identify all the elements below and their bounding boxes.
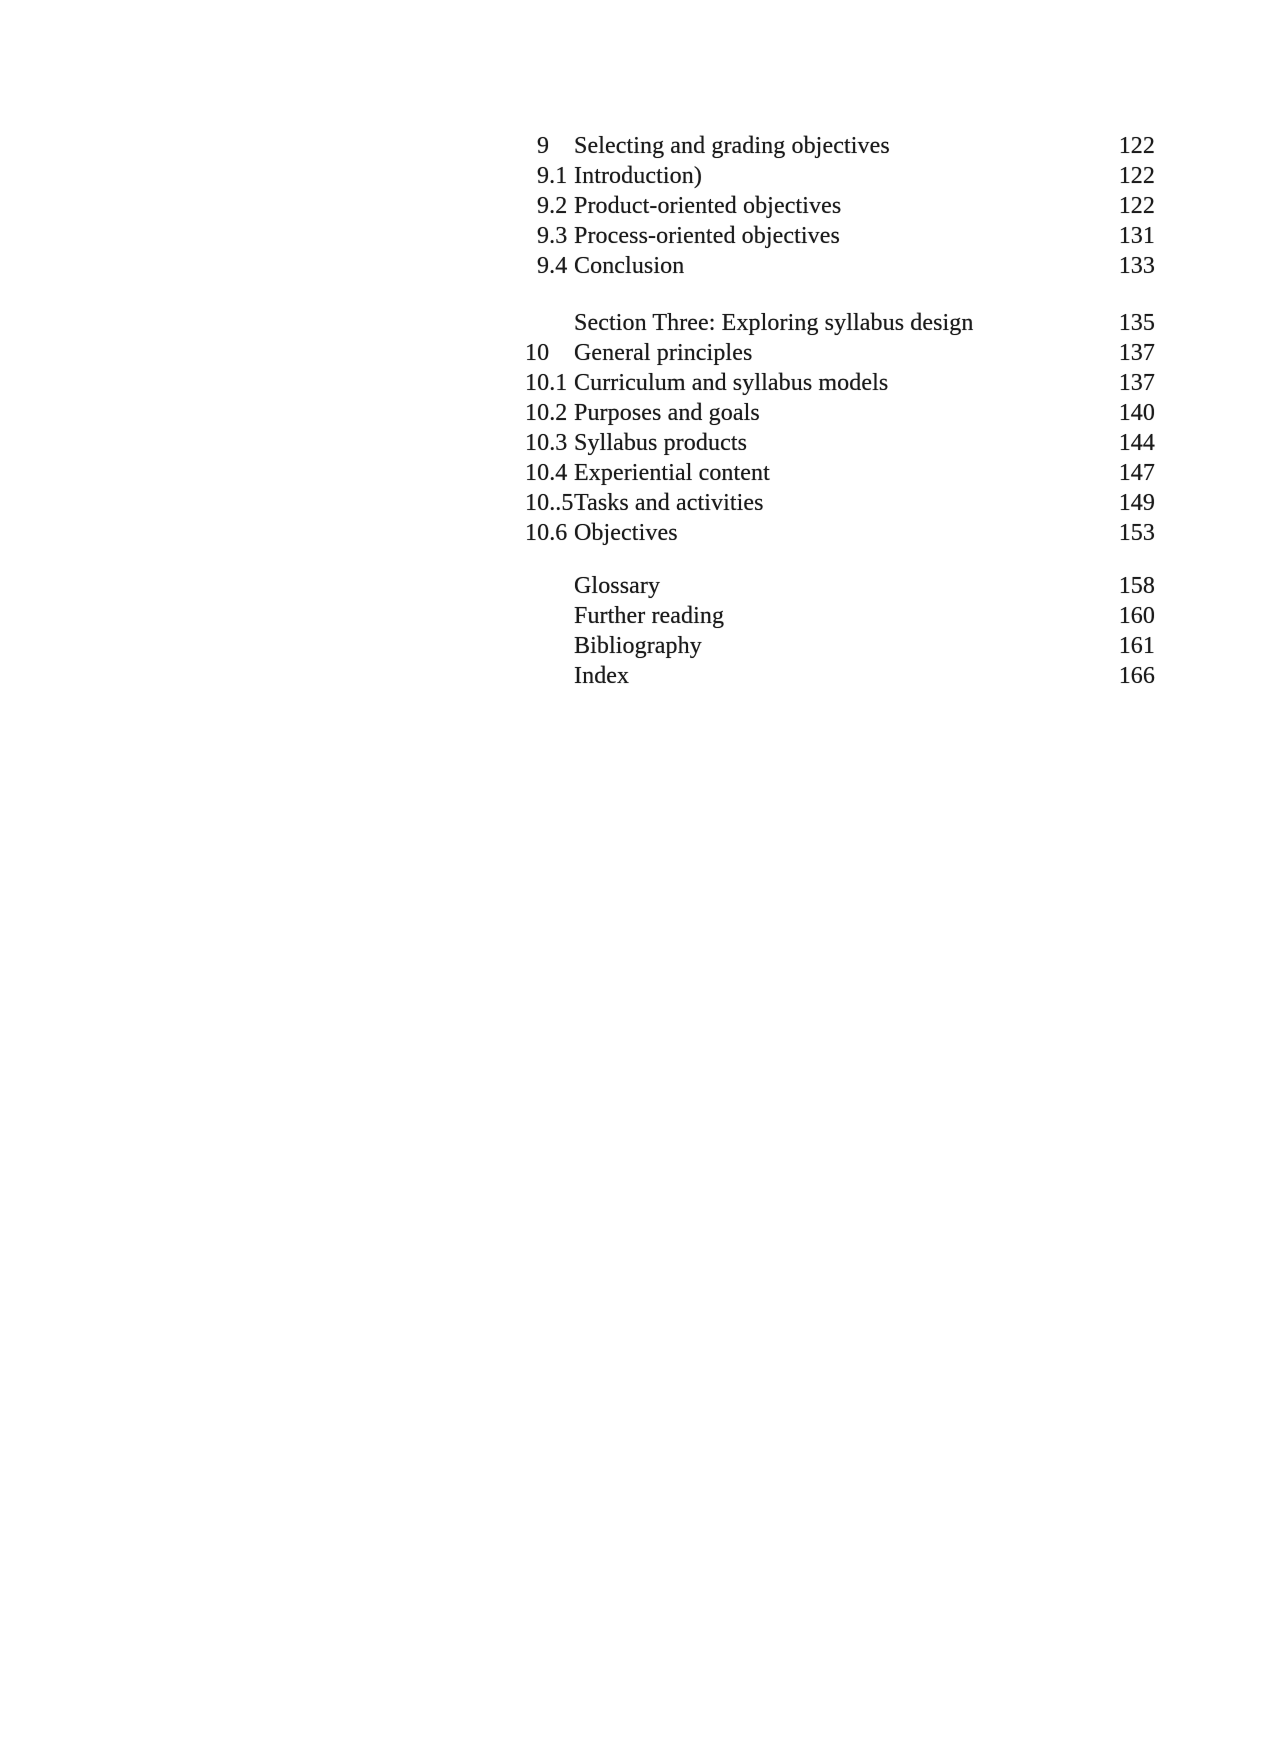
toc-entry-page: 137	[1118, 370, 1155, 396]
toc-entry-title: Curriculum and syllabus models	[574, 370, 889, 396]
toc-entry-page: 144	[1118, 430, 1155, 456]
toc-entry-number: 9.2	[537, 193, 568, 219]
toc-entry	[525, 308, 1155, 338]
table-of-contents	[525, 131, 1155, 691]
toc-entry-number: 10.6	[525, 520, 568, 546]
toc-entry-number: 9.3	[537, 223, 568, 249]
toc-entry	[525, 488, 1155, 518]
toc-entry	[525, 251, 1155, 281]
toc-entry-title: Process-oriented objectives	[574, 223, 840, 249]
toc-entry	[525, 518, 1155, 548]
toc-entry-title: Experiential content	[574, 460, 770, 486]
toc-entry-title: Introduction)	[574, 163, 702, 189]
toc-entry-page: 122	[1118, 193, 1155, 219]
toc-entry-page: 161	[1118, 633, 1155, 659]
toc-entry	[525, 428, 1155, 458]
toc-entry	[525, 601, 1155, 631]
toc-entry	[525, 631, 1155, 661]
toc-entry-title: Tasks and activities	[574, 490, 764, 516]
toc-entry-page: 140	[1118, 400, 1155, 426]
toc-entry-page: 147	[1118, 460, 1155, 486]
toc-entry-page: 158	[1118, 573, 1155, 599]
toc-entry-page: 166	[1118, 663, 1155, 689]
toc-entry-title: Index	[574, 663, 630, 689]
toc-entry-title: Conclusion	[574, 253, 685, 279]
toc-section-backmatter	[525, 571, 1155, 691]
toc-entry	[525, 661, 1155, 691]
toc-entry-page: 149	[1118, 490, 1155, 516]
toc-section-three	[525, 308, 1155, 548]
toc-entry-page: 122	[1118, 163, 1155, 189]
toc-section-chapter-9	[525, 131, 1155, 281]
toc-entry-title: Purposes and goals	[574, 400, 760, 426]
toc-entry-title: Syllabus products	[574, 430, 748, 456]
toc-entry-page: 160	[1118, 603, 1155, 629]
toc-entry	[525, 221, 1155, 251]
toc-entry	[525, 571, 1155, 601]
toc-entry	[525, 131, 1155, 161]
toc-entry-number: 9.1	[537, 163, 568, 189]
toc-entry	[525, 191, 1155, 221]
toc-entry-page: 153	[1118, 520, 1155, 546]
toc-entry-number: 10.1	[525, 370, 568, 396]
toc-entry-title: Selecting and grading objectives	[574, 133, 890, 159]
toc-entry	[525, 398, 1155, 428]
toc-entry-title: Product-oriented objectives	[574, 193, 842, 219]
toc-entry-number: 10	[525, 340, 550, 366]
toc-entry-page: 122	[1118, 133, 1155, 159]
toc-entry-number: 9	[537, 133, 550, 159]
toc-entry-page: 137	[1118, 340, 1155, 366]
toc-entry-page: 131	[1118, 223, 1155, 249]
toc-entry-title: Glossary	[574, 573, 661, 599]
toc-entry-title: Objectives	[574, 520, 678, 546]
toc-entry-page: 135	[1118, 310, 1155, 336]
toc-entry-title: Further reading	[574, 603, 725, 629]
toc-entry-number: 9.4	[537, 253, 568, 279]
toc-entry-number: 10.3	[525, 430, 568, 456]
toc-entry-number: 10..5	[525, 490, 574, 516]
toc-entry-number: 10.2	[525, 400, 568, 426]
toc-entry	[525, 368, 1155, 398]
toc-entry-title: General principles	[574, 340, 753, 366]
toc-entry-number: 10.4	[525, 460, 568, 486]
toc-entry-page: 133	[1118, 253, 1155, 279]
toc-entry-title: Bibliography	[574, 633, 702, 659]
toc-entry	[525, 338, 1155, 368]
toc-entry-title: Section Three: Exploring syllabus design	[574, 310, 974, 336]
toc-entry	[525, 161, 1155, 191]
toc-entry	[525, 458, 1155, 488]
